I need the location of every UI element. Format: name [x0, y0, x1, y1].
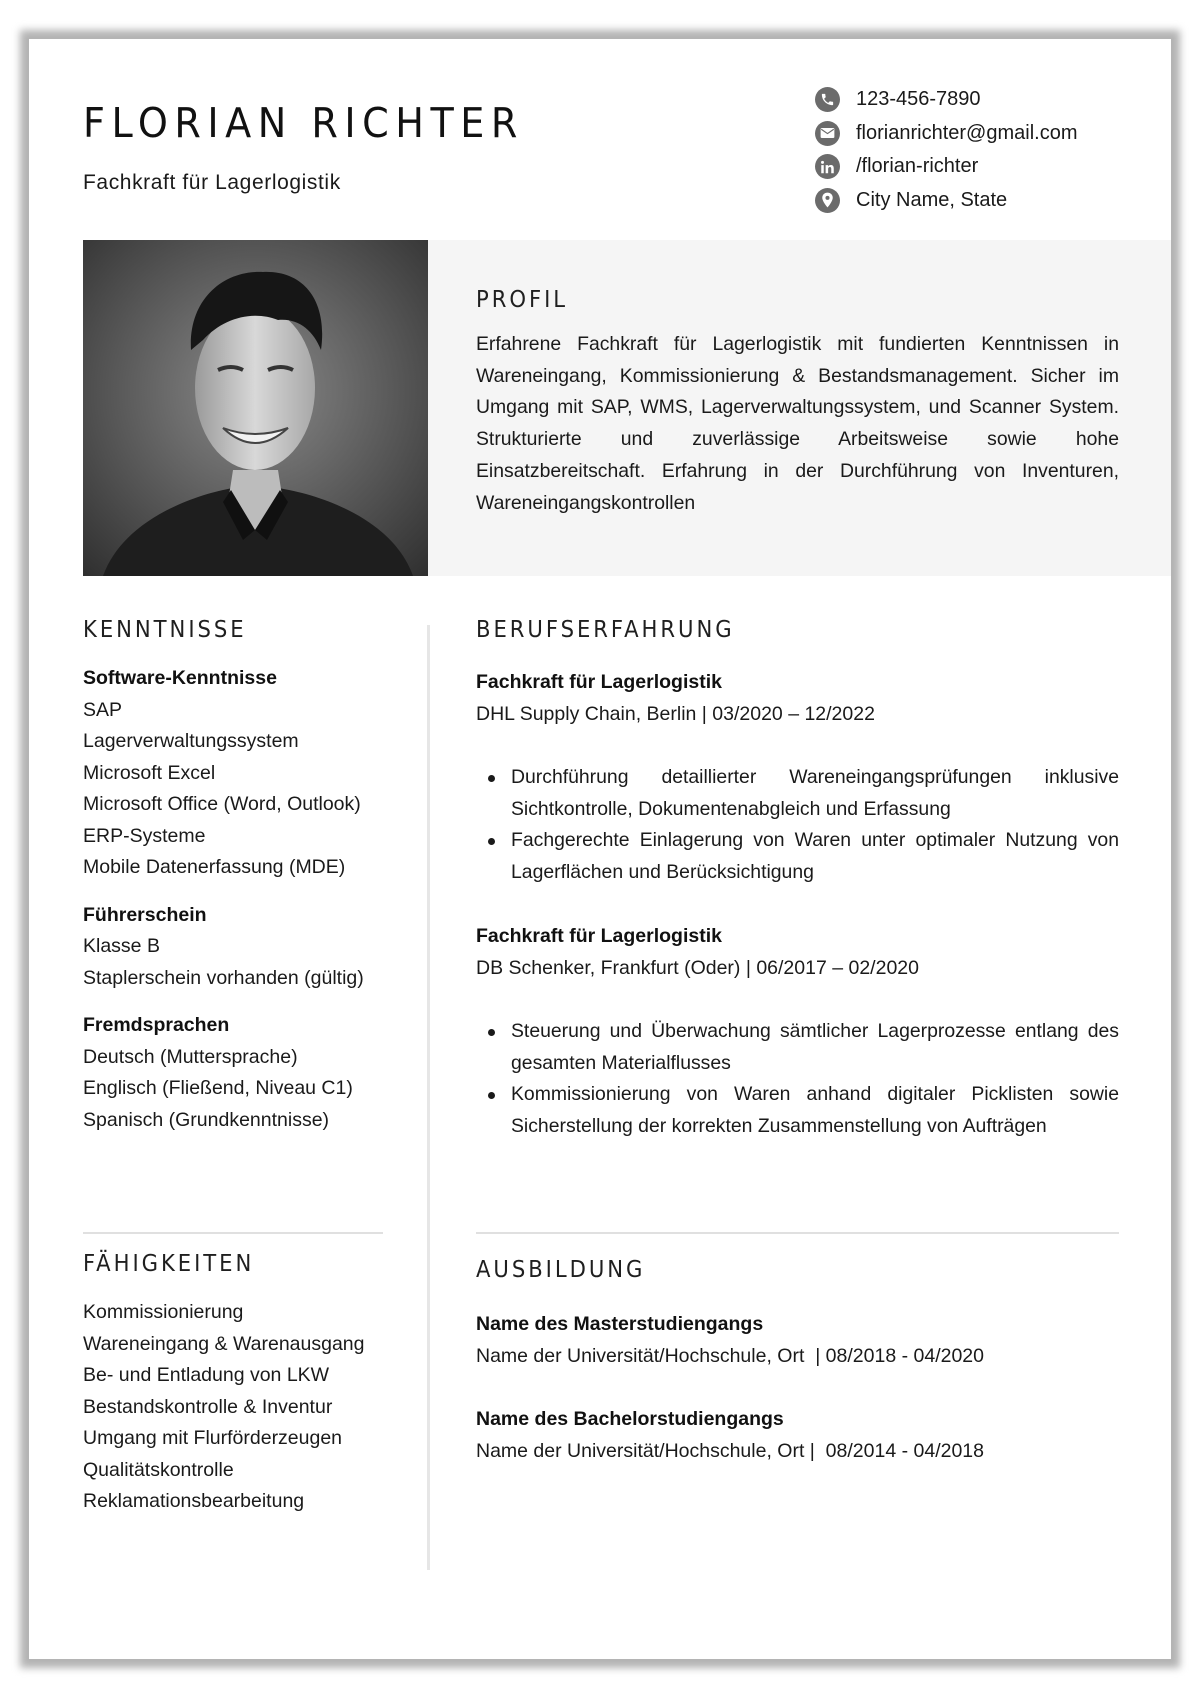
email-icon	[815, 121, 840, 146]
job-bullets	[476, 1016, 1119, 1142]
skill-item: Mobile Datenerfassung (MDE)	[83, 856, 346, 878]
profile-heading: PROFIL	[476, 287, 568, 313]
experience-heading: BERUFSERFAHRUNG	[476, 617, 735, 643]
job-meta: DB Schenker, Frankfurt (Oder) | 06/2017 – 02/2020	[476, 956, 919, 979]
job-bullet: Kommissionierung von Waren anhand digitaler Picklisten sowie Sicherstellung der korrekten Zusammenstellung von Aufträgen	[511, 1079, 1119, 1142]
skill-item: Klasse B	[83, 935, 160, 957]
education-entry	[476, 1404, 1119, 1467]
kenntnisse-heading: KENNTNISSE	[83, 617, 247, 643]
contact-phone	[815, 83, 1077, 117]
ability-item: Umgang mit Flurförderzeugen	[83, 1427, 343, 1449]
profile-photo	[83, 240, 428, 576]
resume-page	[29, 39, 1171, 1659]
contact-list	[815, 83, 1077, 217]
degree-title: Name des Masterstudiengangs	[476, 1313, 764, 1335]
kenntnisse-list	[83, 663, 403, 1152]
skill-group-title: Fremdsprachen	[83, 1014, 230, 1036]
ability-item: Wareneingang & Warenausgang	[83, 1332, 365, 1355]
job-bullets	[476, 762, 1119, 888]
skill-group-software	[83, 663, 403, 884]
job-bullet: Durchführung detaillierter Wareneingangsprüfungen inklusive Sichtkontrolle, Dokumentenabgleich und Erfassung	[511, 762, 1119, 825]
ability-item: Reklamationsbearbeitung	[83, 1490, 305, 1512]
email-text[interactable]: florianrichter@gmail.com	[856, 121, 1078, 144]
job-entry	[476, 667, 1119, 888]
degree-meta: Name der Universität/Hochschule, Ort | 08/2018 - 04/2020	[476, 1344, 984, 1367]
left-divider	[83, 1232, 383, 1234]
location-icon	[815, 188, 840, 213]
skill-item: Microsoft Office (Word, Outlook)	[83, 793, 361, 815]
ability-item: Be- und Entladung von LKW	[83, 1364, 330, 1386]
skill-group-title: Führerschein	[83, 903, 207, 926]
candidate-name: FLORIAN RICHTER	[83, 99, 524, 147]
job-meta: DHL Supply Chain, Berlin | 03/2020 – 12/2022	[476, 702, 875, 725]
skill-group-languages	[83, 1010, 403, 1136]
skill-item: ERP-Systeme	[83, 824, 206, 847]
right-divider	[476, 1232, 1119, 1234]
job-bullet: Steuerung und Überwachung sämtlicher Lagerprozesse entlang des gesamten Materialflusses	[511, 1016, 1119, 1079]
skill-item: Englisch (Fließend, Niveau C1)	[83, 1077, 353, 1099]
ability-item: Qualitätskontrolle	[83, 1458, 234, 1481]
education-heading: AUSBILDUNG	[476, 1257, 646, 1283]
faehigkeiten-heading: FÄHIGKEITEN	[83, 1251, 255, 1277]
linkedin-text[interactable]: /florian-richter	[856, 155, 979, 178]
job-title: Fachkraft für Lagerlogistik	[476, 925, 722, 947]
ability-item: Bestandskontrolle & Inventur	[83, 1395, 333, 1418]
contact-linkedin	[815, 150, 1077, 184]
faehigkeiten-list	[83, 1297, 403, 1518]
phone-icon	[815, 87, 840, 112]
education-entry	[476, 1309, 1119, 1372]
skill-item: Lagerverwaltungssystem	[83, 730, 299, 752]
phone-text[interactable]: 123-456-7890	[856, 88, 981, 111]
skill-group-title: Software-Kenntnisse	[83, 667, 277, 689]
contact-location	[815, 184, 1077, 218]
degree-meta: Name der Universität/Hochschule, Ort | 08/2014 - 04/2018	[476, 1439, 984, 1462]
location-text: City Name, State	[856, 188, 1008, 211]
job-entry	[476, 921, 1119, 1142]
skill-item: Microsoft Excel	[83, 761, 216, 784]
column-divider	[427, 625, 430, 1570]
profile-summary: Erfahrene Fachkraft für Lagerlogistik mit fundierten Kenntnissen in Wareneingang, Kommissionierung & Bestandsmanagement. Sicher im Umgang mit SAP, WMS, Lagerverwaltungssystem, und Scanner System. Strukturierte und zuverlässige Arbeitsweise sowie hohe Einsatzbereitschaft. Erfahrung in der Durchführung von Inventuren, Wareneingangskontrollen	[476, 333, 1119, 514]
skill-item: Deutsch (Muttersprache)	[83, 1045, 298, 1068]
job-title: Fachkraft für Lagerlogistik	[476, 671, 722, 693]
skill-group-license	[83, 900, 403, 995]
linkedin-icon	[815, 154, 840, 179]
contact-email	[815, 117, 1077, 151]
skill-item: Staplerschein vorhanden (gültig)	[83, 966, 364, 989]
job-bullet: Fachgerechte Einlagerung von Waren unter optimaler Nutzung von Lagerflächen und Berücksichtigung	[511, 825, 1119, 888]
degree-title: Name des Bachelorstudiengangs	[476, 1408, 784, 1430]
skill-item: SAP	[83, 698, 123, 721]
ability-item: Kommissionierung	[83, 1301, 244, 1323]
skill-item: Spanisch (Grundkenntnisse)	[83, 1108, 330, 1131]
job-title-subtitle: Fachkraft für Lagerlogistik	[83, 171, 341, 194]
